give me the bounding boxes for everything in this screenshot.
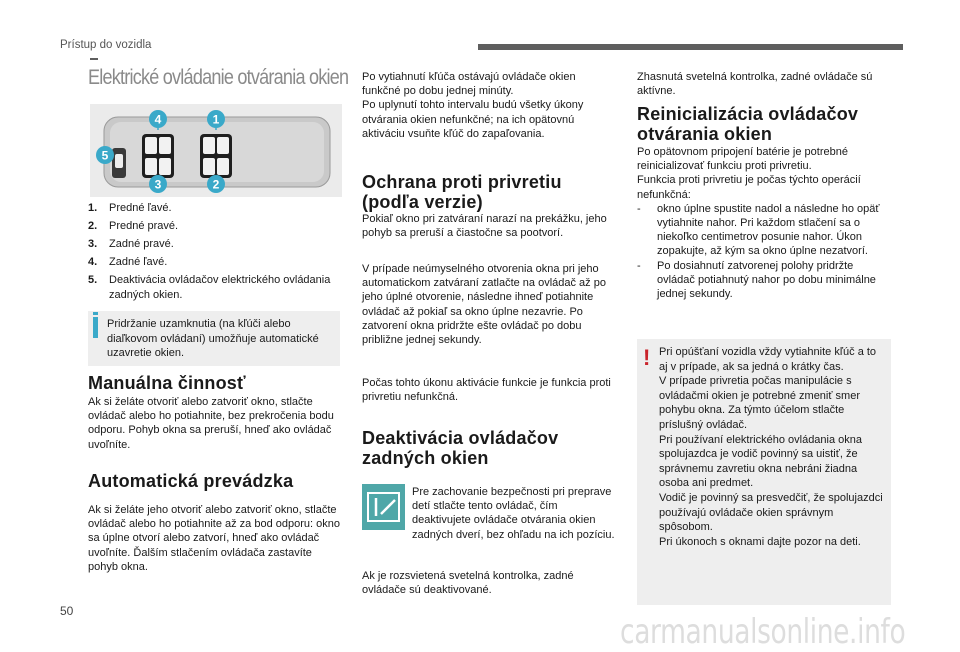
- reinit-steps: [637, 202, 891, 301]
- list-item: - Po dosiahnutí zatvorenej polohy pridržte ovládač potiahnutý nahor po dobu minimálne jednej sekundy.: [637, 259, 891, 302]
- col2-intro: Po vytiahnutí kľúča ostávajú ovládače okien funkčné po dobu jednej minúty. Po uplynutí tohto intervalu budú všetky úkony otvárania okien nefunkčné; na ich opätovnú aktiváciu vsuňte kľúč do zapaľovania.: [362, 71, 584, 140]
- window-switch-illustration: [90, 104, 342, 197]
- manual-heading: Manuálna činnosť: [88, 373, 246, 393]
- lamp-off-text: Zhasnutá svetelná kontrolka, zadné ovládače sú aktívne.: [637, 71, 873, 98]
- pinch-text-1: Pokiaľ okno pri zatváraní narazí na prekážku, jeho pohyb sa preruší a čiastočne sa pootvorí.: [362, 213, 607, 240]
- warning-note: [637, 339, 891, 605]
- title-accent-line: [90, 58, 98, 60]
- auto-text: Ak si želáte jeho otvoriť alebo zatvoriť okno, stlačte ovládač alebo ho potiahnite až za bod odporu: okno sa úplne otvorí alebo zatvorí, hneď ako ovládač uvoľníte. Ďalším stlačením ovládača zastavíte pohyb okna.: [88, 504, 340, 573]
- window-switch-figure: [90, 104, 342, 197]
- badge-2: 2: [212, 177, 220, 192]
- pinch-text-2: V prípade neúmyselného otvorenia okna pri jeho automatickom zatváraní zatlačte na ovládač až po jeho úplné otvorenie, následne ihneď potiahnite ovládač až pokiaľ sa okno úplne nezavrie. Po zatvorení okna pridržte ešte ovládač po dobu približne jednej sekundy.: [362, 263, 606, 347]
- header-bar: [478, 44, 903, 50]
- badge-4: 4: [154, 112, 162, 127]
- badge-3: 3: [154, 177, 162, 192]
- page-number: 50: [60, 604, 74, 618]
- deact-heading: Deaktivácia ovládačov zadných okien: [362, 428, 559, 468]
- pinch-text-3: Počas tohto úkonu aktivácie funkcie je funkcia proti privretiu nefunkčná.: [362, 377, 611, 404]
- list-item: 3. Zadné pravé.: [88, 238, 174, 250]
- list-item: - okno úplne spustite nadol a následne ho opäť vytiahnite nahor. Pri každom stlačení sa o niekoľko centimetrov posunie nahor. Úkon zopakujte, až kým sa okno úplne nezatvorí.: [637, 202, 891, 259]
- auto-heading: Automatická prevádzka: [88, 471, 294, 491]
- deact-text-2: Ak je rozsvietená svetelná kontrolka, zadné ovládače sú deaktivované.: [362, 570, 574, 597]
- page-title: Elektrické ovládanie otvárania okien: [88, 66, 349, 89]
- badge-5: 5: [101, 148, 109, 163]
- info-icon: [93, 317, 98, 338]
- pinch-heading: Ochrana proti privretiu (podľa verzie): [362, 172, 562, 212]
- switch-legend-list: [88, 201, 344, 306]
- list-item: 5. Deaktivácia ovládačov elektrického ovládania zadných okien.: [88, 274, 331, 301]
- section-header: Prístup do vozidla: [60, 39, 152, 51]
- warning-text: Pri opúšťaní vozidla vždy vytiahnite kľúč a to aj v prípade, ak sa jedná o krátky čas. V prípade privretia počas manipulácie s ovládačmi okien je potrebné zmeniť smer pohybu okna. Za týmto účelom stlačte príslušný ovládač. Pri používaní elektrického ovládania okna spolujazdca je vodič povinný sa uistiť, že správnemu zavretiu okna nebráni žiadna osoba ani predmet. Vodič je povinný sa presvedčiť, že spolujazdci používajú ovládače okien správnym spôsobom. Pri úkonoch s oknami dajte pozor na deti.: [659, 346, 883, 548]
- reinit-heading: Reinicializácia ovládačov otvárania okien: [637, 104, 859, 144]
- info-note-text: Pridržanie uzamknutia (na kľúči alebo diaľkovom ovládaní) umožňuje automatické uzavretie okien.: [107, 318, 319, 360]
- badge-1: 1: [212, 112, 220, 127]
- manual-text: Ak si želáte otvoriť alebo zatvoriť okno, stlačte ovládač alebo ho potiahnite, bez prekročenia bodu odporu. Pohyb okna sa preruší, hneď ako ovládač uvoľníte.: [88, 396, 334, 451]
- child-lock-icon: [362, 484, 405, 530]
- deact-text-1: Pre zachovanie bezpečnosti pri preprave detí stlačte tento ovládač, čím deaktivujete ovládače otvárania okien zadných dverí, bez ohľadu na ich pozíciu.: [412, 486, 615, 541]
- reinit-text: Po opätovnom pripojení batérie je potrebné reinicializovať funkciu proti privretiu. Funkcia proti privretiu je počas týchto operácií nefunkčná: - okno úplne spustite nadol a následne ho opäť vytiahnite nahor. Pri každom stlačení sa o niekoľko centimetrov posunie nahor. Úkon zopakujte, až kým sa okno úplne nezatvorí. - Po dosiahnutí zatvorenej polohy pridržte ovládač potiahnutý nahor po dobu minimálne jednej sekundy.: [637, 145, 891, 301]
- list-item: 1. Predné ľavé.: [88, 202, 172, 214]
- list-item: 4. Zadné ľavé.: [88, 256, 168, 268]
- warning-icon: !: [643, 345, 651, 370]
- info-note: [88, 311, 340, 366]
- watermark: carmanualsonline.info: [620, 612, 906, 652]
- list-item: 2. Predné pravé.: [88, 220, 179, 232]
- child-lock-symbol: [362, 484, 405, 530]
